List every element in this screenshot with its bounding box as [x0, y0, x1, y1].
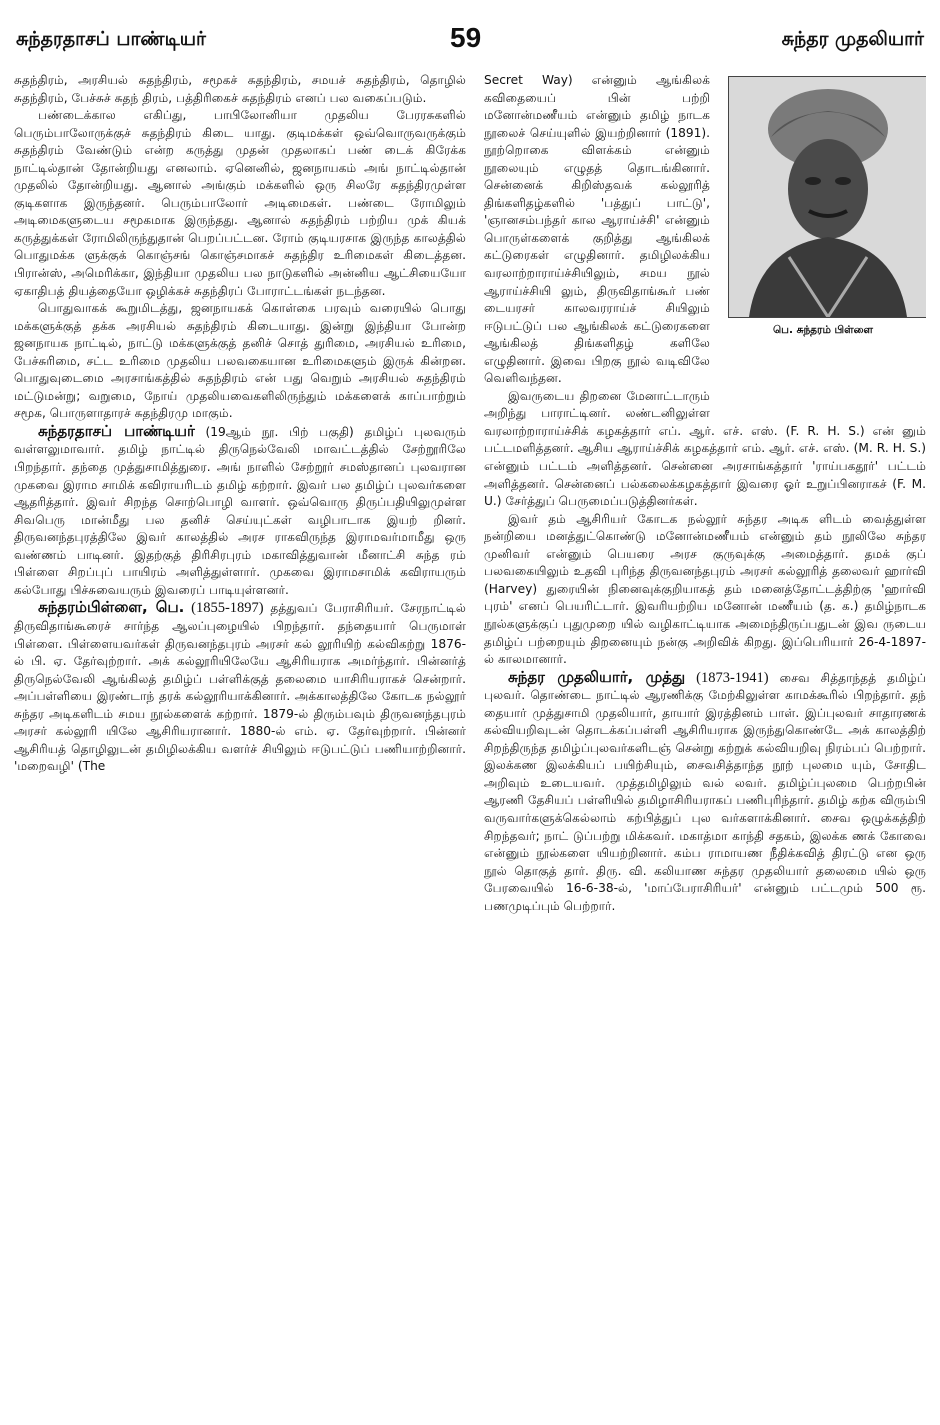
entry-heading: சுந்தரதாசப் பாண்டியர்: [38, 421, 195, 440]
entry-dates: (1873-1941): [696, 669, 769, 686]
entry-heading: சுந்தரம்பிள்ளை, பெ.: [38, 598, 185, 617]
paragraph: இவருடைய திறனை மேனாட்டாரும் அறிந்து பாராட்டினர். லண்டனிலுள்ள வரலாற்றாராய்ச்சிக் கழகத்தார் எப். ஆர். எச். எஸ். (F. R. H. S.) என் னும் பட்டமளித்தனர். ஆசிய ஆராய்ச்சிக் கழகத்தார் எம். ஆர். எச். எஸ். (M. R. H. S.) என்னும் பட்டம் அளித்தனர். சென்னை அரசாங்கத்தார் 'ராய்பகதூர்' பட்டம் அளித்தனர். சென்னைப் பல்கலைக்கழகத்தார் இவரை ஓர் உறுப்பினராகச் (F. M. U.) சேர்த்துப் பெருமைப்படுத்தினர்கள்.: [484, 388, 926, 509]
entry-heading: சுந்தர முதலியார், முத்து: [508, 667, 686, 686]
portrait-illustration: [729, 77, 926, 317]
paragraph: Secret Way) என்னும் ஆங்கிலக் கவிதையைப் பின் பற்றி மனோன்மணீயம் என்னும் தமிழ் நாடக நூலைச் செய்யுளில் இயற்றினார் (1891). நூற்றொகை விளக்கம் என்னும் நூலையும் எழுதத் தொடங்கினார். சென்னைக் கிறிஸ்தவக் கல்லூரித் திங்களிதழ்களில் 'பத்துப் பாட்டு', 'ஞானசம்பந்தர் கால ஆராய்ச்சி' என்னும் பொருள்களைக் குறித்து ஆங்கிலக் கட்டுரைகள் எழுதினார். தமிழிலக்கிய வரலாற்றாராய்ச்சியிலும், சமய நூல் ஆராய்ச்சியி லும், திருவிதாங்கூர் பண் டையரசர் காலவரராய்ச் சியிலும் ஈடுபட்டுப் பல ஆங்கிலக் கட்டுரைகளை ஆங்கிலத் திங்களிதழ் களிலே எழுதினார். இவை பிறகு நூல் வடிவிலே வெளிவந்தன.: [484, 73, 710, 386]
entry-sundaradasa-pandiyar: [14, 423, 466, 599]
paragraph: பொதுவாகக் கூறுமிடத்து, ஜனநாயகக் கொள்கை பரவும் வரையில் பொது மக்களுக்குத் தக்க அரசியல் சுதந்திரம் கிடையாது. இன்று இந்தியா போன்ற ஜனநாயக நாட்டில், நாட்டு மக்களுக்குத் தனிச் சொத் துரிமை, அரசியல் உரிமை, பேச்சுரிமை, சட்ட உரிமை முதலிய பலவகையான உரிமைகளும் இருக் கின்றன. பொதுவுடைமை அரசாங்கத்தில் சுதந்திரம் என் பது வெறும் அரசியல் சுதந்திரம் மட்டுமன்று; வறுமை, நோய் முதலியவைகளிலிருந்தும் மக்களைக் காப்பாற்றும் சமூக, பொருளாதாரச் சுதந்திரமு மாகும்.: [14, 301, 466, 421]
paragraph: பண்டைக்கால எகிப்து, பாபிலோனியா முதலிய பேரரசுகளில் பெரும்பாலோருக்குச் சுதந்திரம் கிடை யாது. குடிமக்கள் ஒவ்வொருவருக்கும் சுதந்திரம் வேண்டும் என்ற கருத்து முதன் முதலாகப் பண் டைக் கிரேக்க நாட்டில்தான் தோன்றியது எனலாம். ஏனெனில், ஜனநாயகம் அங் நாட்டில்தான் முதலில் தோன்றியது. ஆனால் அங்கும் மக்களில் ஒரு சிலரே சுதந்திரமுள்ள குடிகளாக இருந்தனர். பெரும்பாலோர் அடிமைகள். பண்டை ரோமிலும் அடிமைகளுடைய சமூகமாக இருந்தது. ஆனால் சுதந்திரம் பற்றிய முக் கியக் கருத்துக்கள் ரோமிலிருந்துதான் பெறப்பட்டன. ரோம் குடியரசாக இருந்த காலத்தில் பொதுமக்க ளுக்குக் கொஞ்சங் கொஞ்சமாகச் சுதந்திர உரிமைகள் கிடைத்தன. பிரான்ஸ், அமெரிக்கா, இந்தியா முதலிய பல நாடுகளில் அன்னிய ஆட்சியையோ ஏகாதிபத் தியத்தையோ ஒழிக்கச் சுதந்திரப் போராட்டங்கள் நடந்தன.: [14, 108, 466, 298]
entry-body: பகுதி) தமிழ்ப் புலவரும் வள்ளலுமாவார். தமிழ் நாட்டில் திருநெல்வேலி மாவட்டத்தில் சேற்றூரிலே பிறந்தார். தந்தை முத்துசாமித்துரை. அங் நாளில் சேற்றூர் சமஸ்தானப் புலவரான முகவை இராம சாமிக் கவிராயரிடம் தமிழ் கற்றார். இவர் பல தமிழ்ப் புலவர்களை ஆதரித்தார். இவர் சிறந்த சொற்பொழி வாளர். ஒவ்வொரு திருப்பதியிலுமுள்ள சிவபெரு மான்மீது பல தனிச் செய்யுட்கள் வழிபாடாக இயற் றினர். திருவனந்தபுரத்திலே இவர் காலத்தில் அரச ராகவிருந்த இராமவர்மாமீது ஒரு வண்ணம் பாடினர். இதற்குத் திரிசிரபுரம் மகாவித்துவான் மீனாட்சி சுந்த ரம் பிள்ளை சிறப்புப் பாயிரம் அளித்துள்ளார். முகவை இராமசாமிக் கவிராயரும் கல்போது பிச்சுவையரும் இவரைப் பாடியுள்ளனர்.: [14, 424, 466, 597]
entry-dates: (1855-1897): [191, 600, 264, 617]
paragraph: சுதந்திரம், அரசியல் சுதந்திரம், சமூகச் சுதந்திரம், சமயச் சுதந்திரம், தொழில் சுதந்திரம், பேச்சுச் சுதந் திரம், பத்திரிகைச் சுதந்திரம் எனப் பல வகைப்படும்.: [14, 73, 466, 105]
entry-sundaram-pillai: [14, 599, 466, 775]
portrait-photo: [728, 76, 926, 318]
running-head-left: சுந்தரதாசப் பாண்டியர்: [16, 28, 206, 50]
entry-body: தத்துவப் பேராசிரியர். சேரநாட்டில் திருவிதாங்கூரைச் சார்ந்த ஆலப்புழையில் பிறந்தார். தந்தையார் பெருமாள் பிள்ளை. பிள்ளையவர்கள் திருவனந்தபுரம் அரசர் கல் லூரியிற் கல்விகற்று 1876-ல் பி. ஏ. தேர்வுற்றார். அக் கல்லூரியிலேயே ஆசிரியராக அமர்ந்தார். பின்னர்த் திருநெல்வேலி ஆங்கிலத் தமிழ்ப் பள்ளிக்குத் தலைமை யாசிரியராகச் சென்றார். அப்பள்ளியை இரண்டாந் தரக் கல்லூரியாக்கினார். அக்காலத்திலே கோடக நல்லூர் சுந்தர அடிகளிடம் சமய நூல்களைக் கற்றார். 1879-ல் திரும்பவும் திருவனந்தபுரம் அரசர் கல்லூரி யிலே ஆசிரியரானார். 1880-ல் எம். ஏ. தேர்வுற்றார். பின்னர் ஆசிரியத் தொழிலுடன் தமிழிலக்கிய வளர்ச் சியிலும் ஈடுபட்டுப் பணியாற்றினார். 'மறைவழி' (The: [14, 601, 466, 774]
page-header: [16, 22, 924, 60]
portrait-figure: [720, 72, 926, 402]
left-column: [14, 72, 466, 1392]
portrait-caption: பெ. சுந்தரம் பிள்ளை: [772, 324, 874, 336]
right-column: [484, 72, 926, 1392]
entry-sundara-mudaliyar: [484, 669, 926, 916]
page-number: 59: [450, 22, 482, 53]
running-head-right: சுந்தர முதலியார்: [781, 28, 924, 50]
entry-dates: (19ஆம் நூ. பிற்: [205, 424, 309, 439]
entry-body: சைவ சித்தாந்தத் தமிழ்ப் புலவர். தொண்டை நாட்டில் ஆரணிக்கு மேற்கிலுள்ள காமக்கூரில் பிறந்தார். தந் தையார் முத்துசாமி முதலியார், தாயார் இரத்தினம் பாள். இப்புலவர் சாதாரணக் கல்வியறிவுடன் தொடக்கப்பள்ளி ஆசிரியராக இருந்துகொண்டே அக் காலத்திற் சிறந்திருந்த தமிழ்ப்புலவர்களிடஞ் சென்று கற்றுக் கல்வியறிவு நிரம்பப் பெற்றார். இலக்கண இலக்கியப் பயிற்சியும், சைவசித்தாந்த நூற் புலமை யும், சோதிட அறிவும் உடையவர். முத்தமிழிலும் வல் லவர். தமிழ்ப்புலமை பெற்றபின் ஆரணி தேசியப் பள்ளியில் தமிழாசிரியராகப் பணிபுரிந்தார். தமிழ் கற்க விரும்பி வருவார்களுக்கெல்லாம் கற்பித்துப் புல வர்களாக்கினார். சைவ ஒழுக்கத்திற் சிறந்தவர்; நாட் டுப்பற்று மிக்கவர். மகாத்மா காந்தி சதகம், இலக்க ணக் கோவை என்னும் நூல்களை யியற்றினார். கம்ப ராமாயண நீதிக்கவித் திரட்டு என ஒரு நூல் தொகுத் தார். திரு. வி. கலியாண சுந்தர முதலியார் தலைமை யில் ஒரு பேரவையில் 16-6-38-ல், 'மாப்பேராசிரியர்' என்னும் பட்டமும் 500 ரூ. பணமுடிப்பும் பெற்றார்.: [484, 670, 926, 913]
paragraph: இவர் தம் ஆசிரியர் கோடக நல்லூர் சுந்தர அடிக ளிடம் வைத்துள்ள நன்றியை மனத்துட்கொண்டு மனோன்மணீயம் என்னும் தம் நூலிலே சுந்தர முனிவர் என்னும் பெயரை அரச குருவுக்கு அமைத்தார். தமக் குப் பலவகையிலும் உதவி புரிந்த திருவனந்தபுரம் அரசர் கல்லூரித் தலைவர் ஹார்வி (Harvey) துரையின் நினைவுக்குறியாகத் தம் மனைத்தோட்டத்திற்கு 'ஹார்வி புரம்' எனப் பெயரிட்டார். இவரியற்றிய மனோன் மணீயம் (த. க.) தமிழ்நாடக நூல்களுக்குப் புதுமுறை யில் வழிகாட்டியாக அமைந்திருப்பதுடன் இவ ருடைய தமிழ்ப் பற்றையும் திறனையும் நன்கு அறிவிக் கிறது. இப்பெரியார் 26-4-1897-ல் காலமானார்.: [484, 511, 926, 667]
